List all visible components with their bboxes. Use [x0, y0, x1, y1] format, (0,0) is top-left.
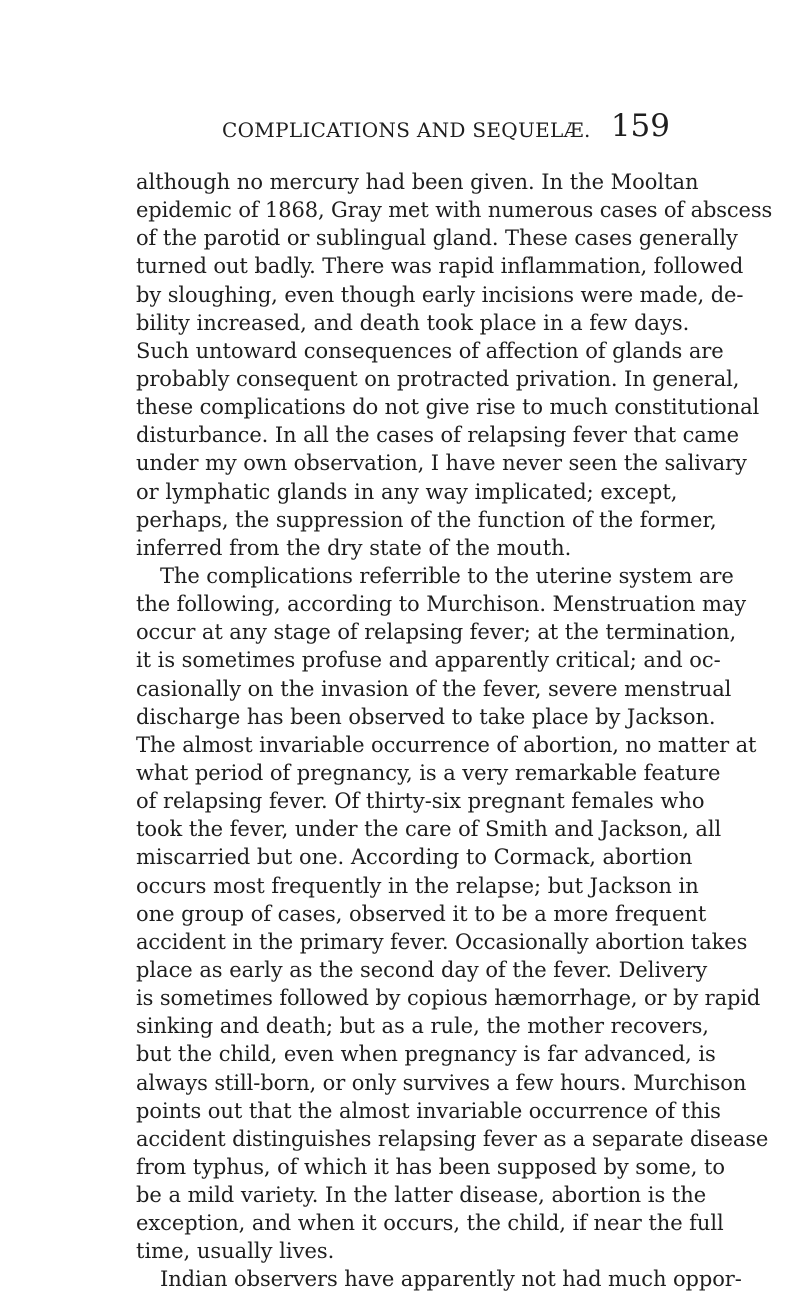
text-line: place as early as the second day of the fever. Delivery: [136, 957, 708, 982]
text-line: Such untoward consequences of affection of glands are: [136, 338, 724, 363]
text-line: took the fever, under the care of Smith and Jackson, all: [136, 817, 722, 842]
text-line: epidemic of 1868, Gray met with numerous cases of abscess: [136, 198, 773, 223]
text-line: casionally on the invasion of the fever, severe menstrual: [136, 676, 732, 701]
text-line: exception, and when it occurs, the child, if near the full: [136, 1211, 724, 1236]
text-line: points out that the almost invariable occurrence of this: [136, 1098, 721, 1123]
text-line: occurs most frequently in the relapse; but Jackson in: [136, 873, 699, 898]
text-line: one group of cases, observed it to be a more frequent: [136, 901, 707, 926]
text-line: miscarried but one. According to Cormack, abortion: [136, 845, 693, 870]
text-line: these complications do not give rise to much constitutional: [136, 395, 760, 420]
text-line: be a mild variety. In the latter disease, abortion is the: [136, 1183, 707, 1208]
text-line: occur at any stage of relapsing fever; at the termination,: [136, 620, 737, 645]
text-line: under my own observation, I have never seen the salivary: [136, 451, 747, 476]
text-line: of relapsing fever. Of thirty-six pregnant females who: [136, 789, 705, 814]
text-line: always still-born, or only survives a few hours. Murchison: [136, 1070, 747, 1095]
text-line: or lymphatic glands in any way implicated; except,: [136, 479, 678, 504]
text-line: by sloughing, even though early incisions were made, de-: [136, 282, 744, 307]
running-head: COMPLICATIONS AND SEQUELÆ.: [222, 118, 591, 142]
text-line: it is sometimes profuse and apparently critical; and oc-: [136, 648, 721, 673]
text-line: disturbance. In all the cases of relapsing fever that came: [136, 423, 739, 448]
text-line: Indian observers have apparently not had much oppor-: [160, 1267, 742, 1292]
page-number: 159: [610, 108, 670, 144]
text-line: accident in the primary fever. Occasionally abortion takes: [136, 929, 748, 954]
text-line: bility increased, and death took place in a few days.: [136, 310, 690, 335]
body-text: [136, 168, 773, 1294]
text-line: The almost invariable occurrence of abortion, no matter at: [136, 732, 757, 757]
text-line: discharge has been observed to take place by Jackson.: [136, 704, 716, 729]
text-line: of the parotid or sublingual gland. These cases generally: [136, 226, 738, 251]
text-line: turned out badly. There was rapid inflammation, followed: [136, 254, 744, 279]
text-line: perhaps, the suppression of the function of the former,: [136, 507, 717, 532]
text-line: inferred from the dry state of the mouth.: [136, 535, 572, 560]
text-line: probably consequent on protracted privation. In general,: [136, 366, 740, 391]
text-line: The complications referrible to the uterine system are: [160, 563, 734, 588]
text-line: the following, according to Murchison. Menstruation may: [136, 592, 747, 617]
text-line: what period of pregnancy, is a very remarkable feature: [136, 760, 721, 785]
text-line: accident distinguishes relapsing fever as a separate disease: [136, 1126, 769, 1151]
text-line: sinking and death; but as a rule, the mother recovers,: [136, 1014, 709, 1039]
text-line: from typhus, of which it has been supposed by some, to: [136, 1154, 725, 1179]
text-line: although no mercury had been given. In the Mooltan: [136, 170, 699, 194]
text-line: time, usually lives.: [136, 1239, 335, 1264]
text-line: is sometimes followed by copious hæmorrhage, or by rapid: [136, 986, 761, 1011]
text-line: but the child, even when pregnancy is far advanced, is: [136, 1042, 716, 1067]
